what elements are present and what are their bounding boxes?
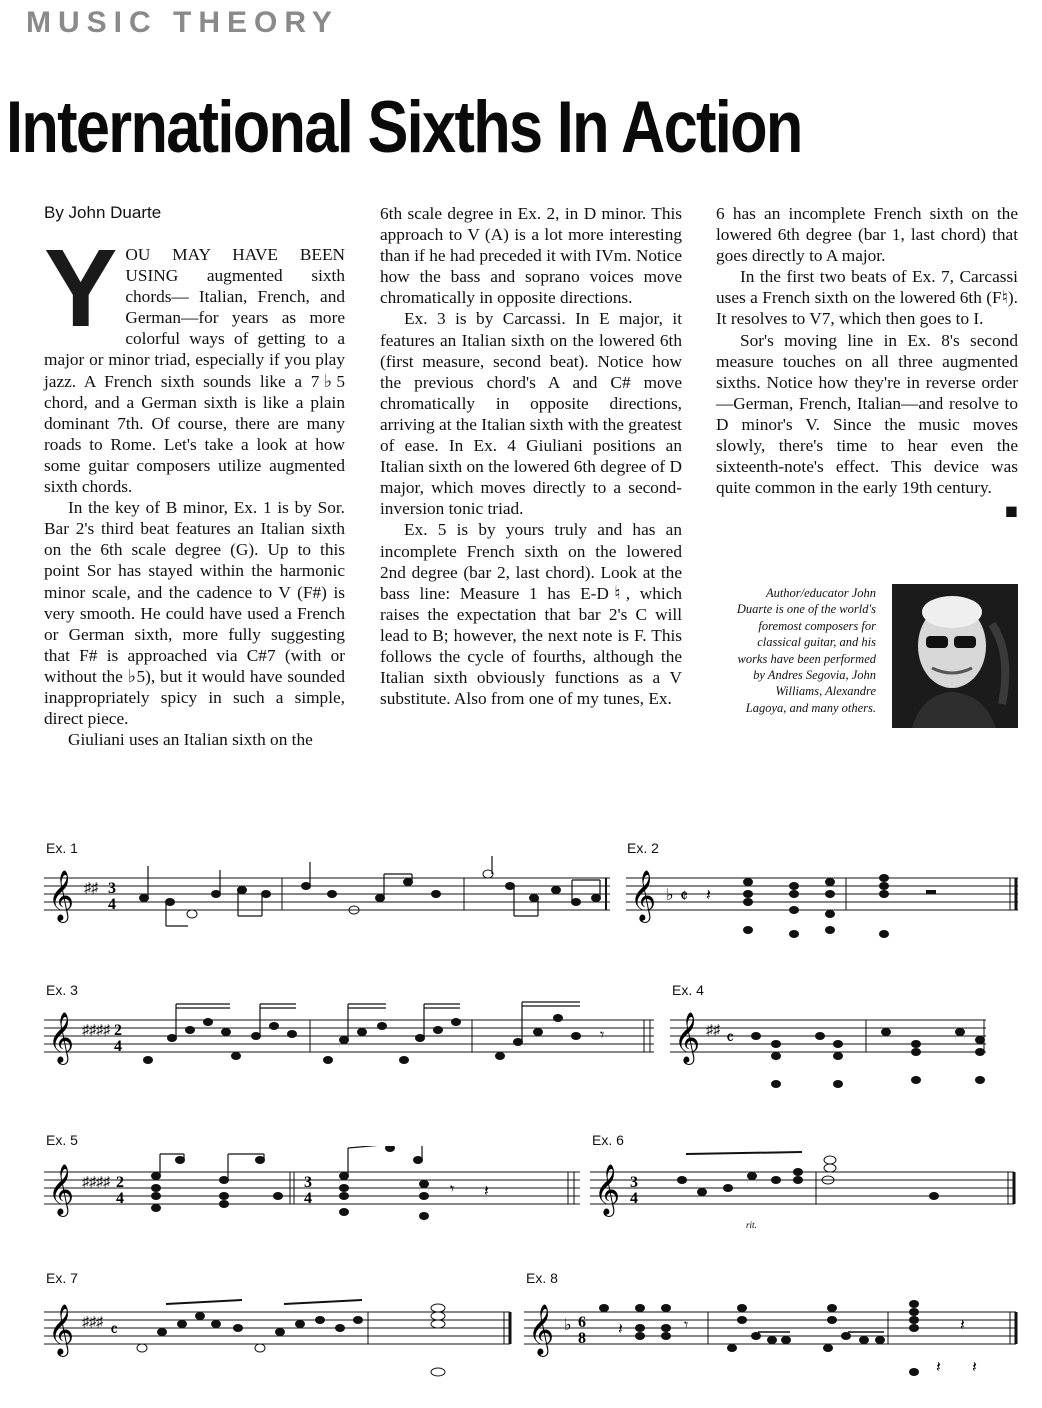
svg-text:4: 4 [108, 896, 116, 913]
paragraph: OU MAY HAVE BEEN USING augmented sixth chords— Italian, French, and German—for years as more colorful ways of getting to a major or minor triad, especially if you play jazz. A French sixth sounds like a 7♭5 chord, and a German sixth is like a plain dominant 7th. Of course, there are many roads to Rome. Let's take a look at how some guitar composers utilize augmented sixth chords. [44, 245, 345, 497]
svg-text:𝄽: 𝄽 [960, 1317, 965, 1334]
byline: By John Duarte [44, 203, 162, 222]
tempo-marking: rit. [746, 1220, 757, 1230]
svg-text:3: 3 [630, 1174, 638, 1191]
svg-text:𝄞: 𝄞 [48, 1164, 75, 1215]
paragraph: Sor's moving line in Ex. 8's second measure touches on all three augmented sixths. Notice how they're in reverse order—German, French, Italian—and resolve to D minor's V. Since the music moves slowly, there's time to hear even the sixteenth-note's effect. This device was quite common in the early 19th century. [716, 330, 1018, 498]
svg-text:𝄞: 𝄞 [630, 870, 657, 921]
music-staff-ex4 [670, 998, 990, 1108]
svg-text:♯♯♯: ♯♯♯ [82, 1315, 103, 1330]
svg-text:♯♯: ♯♯ [84, 881, 98, 896]
svg-text:♯♯♯♯: ♯♯♯♯ [82, 1175, 110, 1190]
article-column-3 [716, 203, 1018, 521]
music-staff-ex1 [44, 856, 614, 952]
example-label: Ex. 5 [46, 1132, 78, 1148]
paragraph: 6th scale degree in Ex. 2, in D minor. This approach to V (A) is a lot more interesting than if he had preceded it with IVm. Notice how the bass and soprano voices move chromatically in opposite directions. [380, 204, 682, 308]
svg-text:4: 4 [116, 1190, 124, 1207]
svg-text:𝄽: 𝄽 [706, 887, 711, 904]
svg-text:4: 4 [630, 1190, 638, 1207]
music-staff-ex7 [44, 1286, 514, 1396]
example-label: Ex. 8 [526, 1270, 558, 1286]
svg-text:♯♯: ♯♯ [706, 1023, 720, 1038]
svg-text:𝄵: 𝄵 [680, 886, 689, 906]
svg-text:3: 3 [108, 880, 116, 897]
svg-text:8: 8 [578, 1330, 586, 1347]
svg-text:𝄞: 𝄞 [594, 1164, 621, 1215]
svg-text:𝄞: 𝄞 [528, 1304, 555, 1355]
svg-text:𝄴: 𝄴 [110, 1320, 119, 1340]
svg-text:𝄞: 𝄞 [48, 870, 75, 921]
end-mark-icon: ◼ [1004, 501, 1018, 521]
music-staff-ex6 [590, 1146, 1018, 1256]
section-kicker: MUSIC THEORY [26, 6, 339, 39]
example-label: Ex. 1 [46, 840, 78, 856]
paragraph: Ex. 3 is by Carcassi. In E major, it features an Italian sixth on the lowered 6th (first measure, second beat). Notice how the previous chord's A and C# move chromatically in opposite directions, arriving at the Italian sixth with the greatest of ease. In Ex. 4 Giuliani positions an Italian sixth on the lowered 6th degree of D major, which moves directly to a second-inversion tonic triad. [380, 309, 682, 519]
paragraph: Giuliani uses an Italian sixth on the [68, 730, 313, 750]
music-staff-ex3 [44, 998, 658, 1098]
svg-text:♭: ♭ [666, 887, 674, 904]
paragraph: 6 has an incomplete French sixth on the lowered 6th degree (bar 1, last chord) that goes directly to A major. [716, 204, 1018, 266]
paragraph: Ex. 5 is by yours truly and has an incomplete French sixth on the lowered 2nd degree (bar 2, last chord). Look at the bass line: Measure 1 has E-D♮, which raises the expectation that bar 2's C will lead to B; however, the next note is F. This follows the cycle of fourths, although the Italian sixth obviously functions as a V substitute. Also from one of my tunes, Ex. [380, 520, 682, 709]
paragraph: In the first two beats of Ex. 7, Carcassi uses a French sixth on the lowered 6th (F♮). It resolves to V7, which then goes to I. [716, 267, 1018, 329]
svg-text:𝄽: 𝄽 [972, 1359, 977, 1376]
drop-cap: Y [44, 227, 118, 350]
svg-text:2: 2 [114, 1022, 122, 1039]
example-label: Ex. 3 [46, 982, 78, 998]
article-column-2 [380, 203, 682, 709]
svg-text:𝄾: 𝄾 [600, 1027, 605, 1044]
svg-text:𝄽: 𝄽 [936, 1359, 941, 1376]
svg-text:4: 4 [304, 1190, 312, 1207]
svg-text:♭: ♭ [564, 1317, 572, 1334]
svg-text:2: 2 [116, 1174, 124, 1191]
svg-text:𝄾: 𝄾 [450, 1181, 455, 1198]
article-title: International Sixths In Action [6, 87, 802, 168]
author-photo [892, 584, 1018, 728]
svg-text:♯♯♯♯: ♯♯♯♯ [82, 1023, 110, 1038]
svg-text:3: 3 [304, 1174, 312, 1191]
svg-text:𝄾: 𝄾 [684, 1317, 689, 1334]
example-label: Ex. 6 [592, 1132, 624, 1148]
svg-text:6: 6 [578, 1314, 586, 1331]
author-caption: Author/educator John Duarte is one of the world's foremost composers for classical guitar, and his works have been performed by Andres Segovia, John Williams, Alexandre Lagoya, and many others. [736, 586, 876, 715]
example-label: Ex. 7 [46, 1270, 78, 1286]
music-staff-ex8 [524, 1286, 1018, 1396]
svg-text:𝄞: 𝄞 [674, 1012, 701, 1063]
svg-text:𝄽: 𝄽 [484, 1183, 489, 1200]
music-staff-ex5 [44, 1146, 584, 1256]
paragraph: In the key of B minor, Ex. 1 is by Sor. Bar 2's third beat features an Italian sixth on the 6th scale degree (G). Up to this point Sor has stayed within the harmonic minor scale, and the cadence to V (F#) is very smooth. He could have used a French or German sixth, more fully suggesting that F# is approached via C#7 (with or without the ♭5), but it would have sounded inappropriately spicy in such a simple, direct piece. [44, 498, 345, 729]
example-label: Ex. 4 [672, 982, 704, 998]
svg-text:𝄞: 𝄞 [48, 1012, 75, 1063]
svg-text:𝄞: 𝄞 [48, 1304, 75, 1355]
svg-text:𝄴: 𝄴 [726, 1028, 735, 1048]
example-label: Ex. 2 [627, 840, 659, 856]
svg-text:4: 4 [114, 1038, 122, 1055]
article-column-1 [44, 227, 345, 750]
svg-text:𝄽: 𝄽 [618, 1321, 623, 1338]
music-staff-ex2 [626, 856, 1020, 952]
